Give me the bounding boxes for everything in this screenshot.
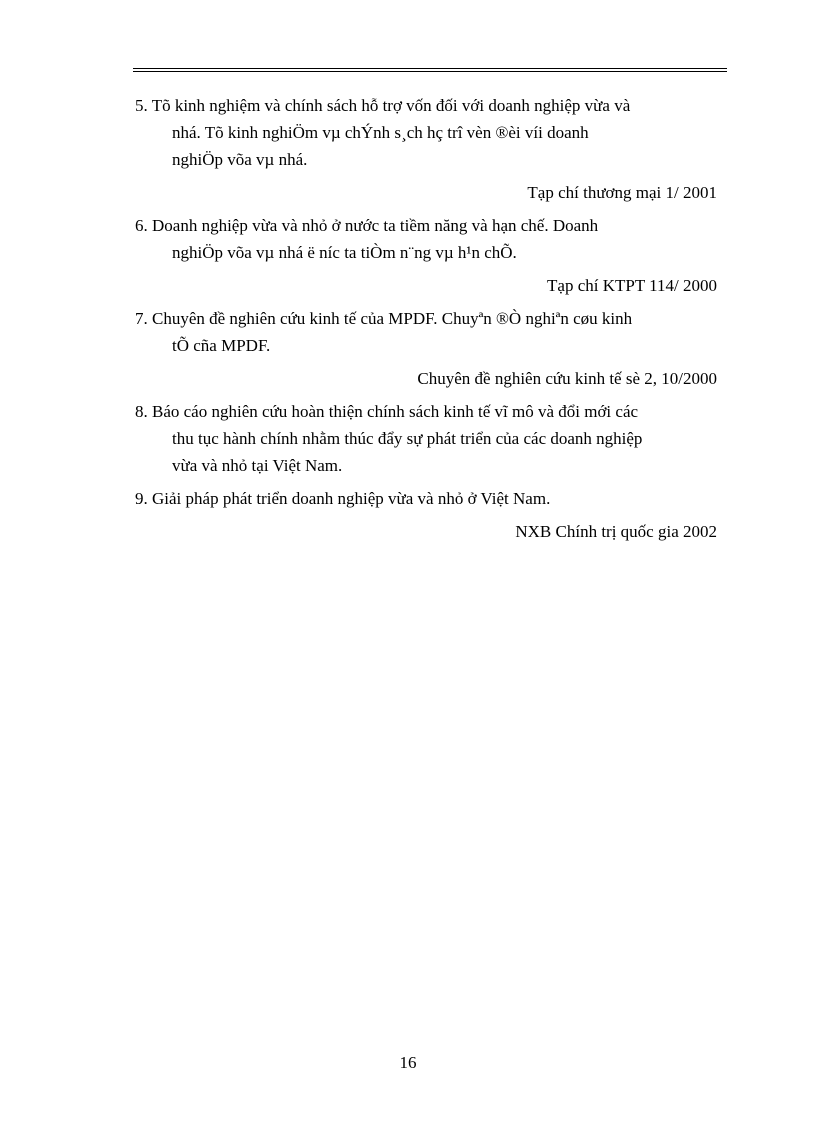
reference-item-8 [135,398,717,479]
header-double-rule [133,68,727,72]
reference-source: NXB Chính trị quốc gia 2002 [515,522,717,541]
reference-line: tÕ cña MPDF. [172,336,271,355]
reference-line: 8. Báo cáo nghiên cứu hoàn thiện chính sách kinh tế vĩ mô và đổi mới các [135,402,639,421]
reference-item-6 [135,212,717,299]
reference-source: Chuyên đề nghiên cứu kinh tế sè 2, 10/2000 [417,369,717,388]
reference-list [135,92,717,551]
reference-source: Tạp chí thương mại 1/ 2001 [527,183,717,202]
reference-line: nhá. Tõ kinh nghiÖm vµ chÝnh s¸ch hç trî vèn ®èi víi doanh [172,123,589,142]
reference-item-7 [135,305,717,392]
reference-line: nghiÖp võa vµ nhá ë níc ta tiÒm n¨ng vµ h¹n chÕ. [172,243,517,262]
reference-line: 9. Giải pháp phát triển doanh nghiệp vừa và nhỏ ở Việt Nam. [135,489,551,508]
reference-item-9 [135,485,717,545]
reference-line: vừa và nhỏ tại Việt Nam. [172,456,343,475]
reference-line: 6. Doanh nghiệp vừa và nhỏ ở nước ta tiềm năng và hạn chế. Doanh [135,216,599,235]
reference-line: nghiÖp võa vµ nhá. [172,150,308,169]
reference-source: Tạp chí KTPT 114/ 2000 [547,276,717,295]
reference-line: 5. Tõ kinh nghiệm và chính sách hỗ trợ vốn đối với doanh nghiệp vừa và [135,96,631,115]
page-number: 16 [399,1053,417,1072]
reference-line: thu tục hành chính nhằm thúc đẩy sự phát triển của các doanh nghiệp [172,429,643,448]
reference-item-5 [135,92,717,206]
reference-line: 7. Chuyên đề nghiên cứu kinh tế của MPDF. Chuyªn ®Ò nghiªn cøu kinh [135,309,633,328]
